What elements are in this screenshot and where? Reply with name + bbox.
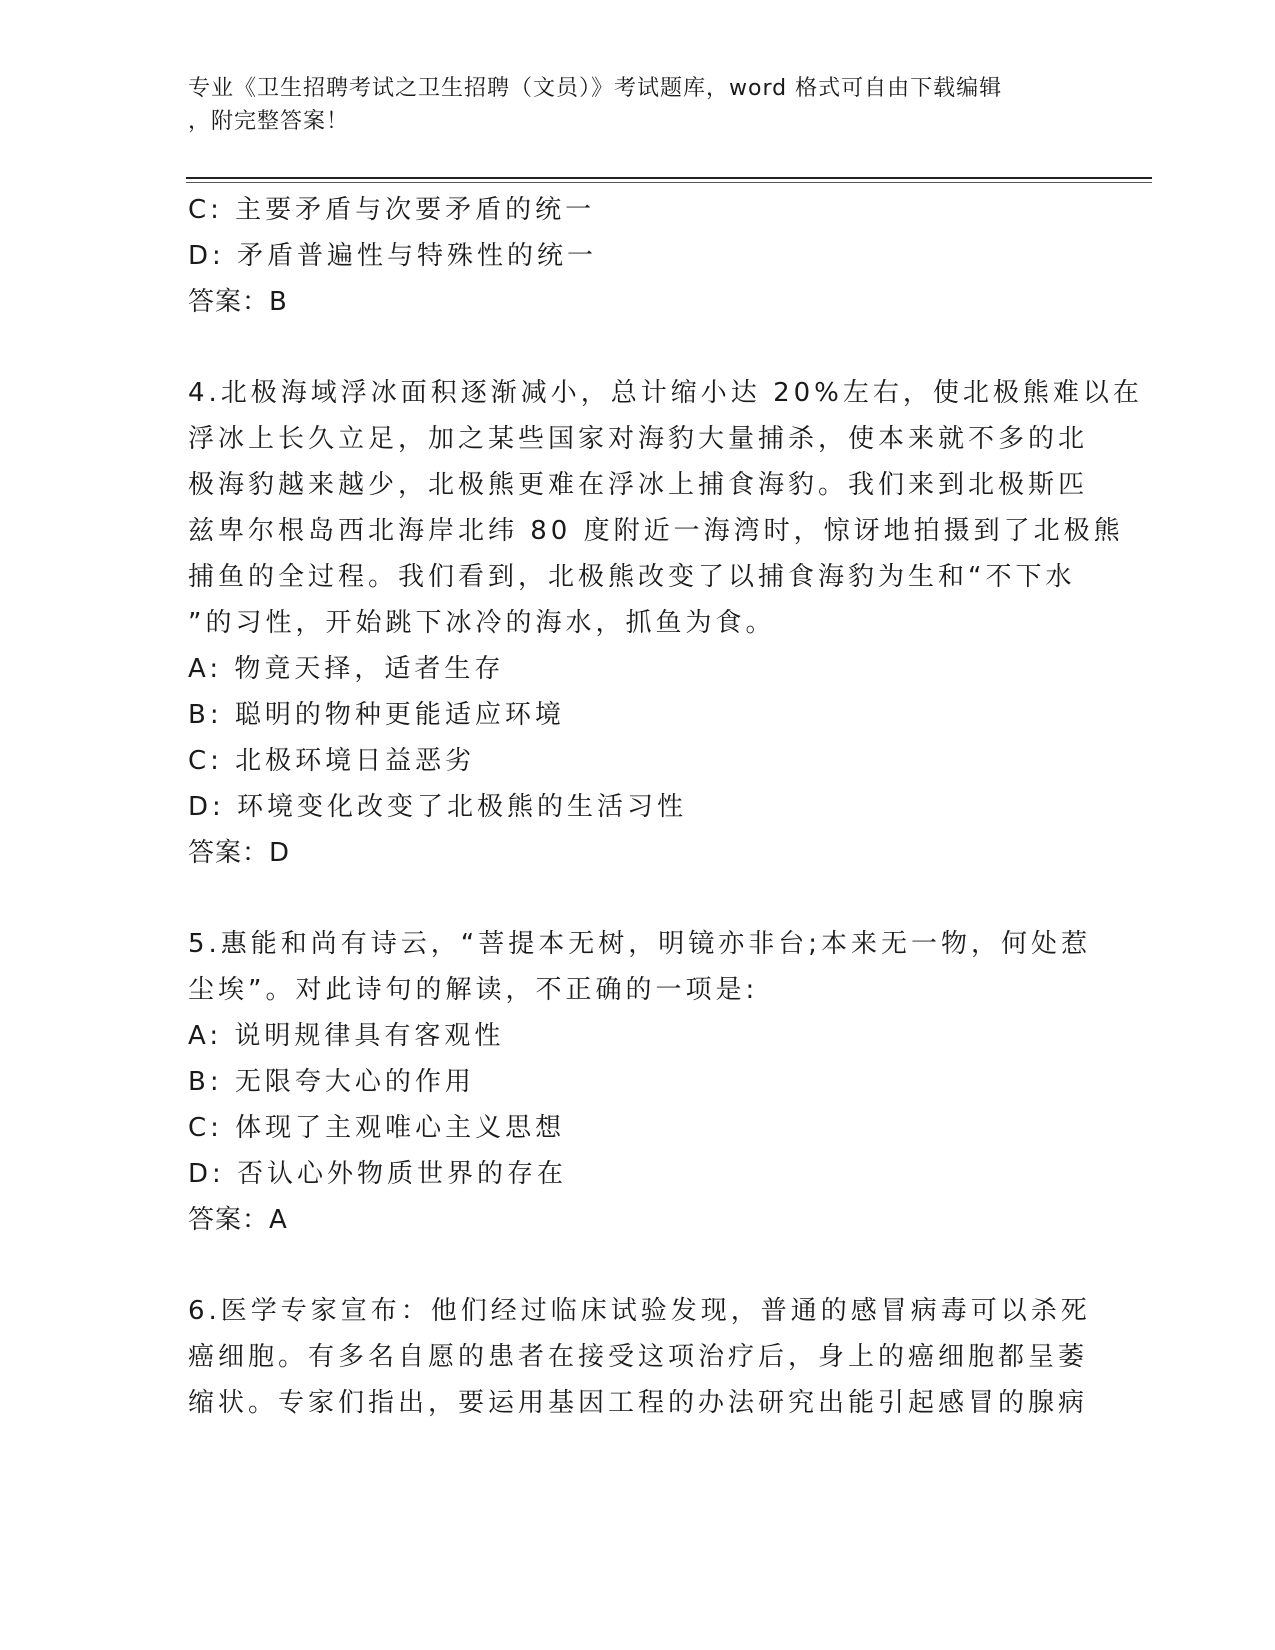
question-4: [188, 370, 1143, 876]
option-c: C: 北极环境日益恶劣: [188, 746, 476, 776]
option-c: C: 主要矛盾与次要矛盾的统一: [188, 195, 596, 225]
option-d: D: 否认心外物质世界的存在: [188, 1159, 568, 1189]
option-b: B: 聪明的物种更能适应环境: [188, 700, 565, 730]
question-stem-line: 浮冰上长久立足，加之某些国家对海豹大量捕杀，使本来就不多的北: [188, 424, 1089, 454]
question-stem-line: 极海豹越来越少，北极熊更难在浮冰上捕食海豹。我们来到北极斯匹: [188, 470, 1089, 500]
question-stem-line: 4.北极海域浮冰面积逐渐减小，总计缩小达 20%左右，使北极熊难以在: [188, 378, 1143, 408]
answer-line: 答案：A: [188, 1205, 288, 1235]
option-a: A: 物竟天择，适者生存: [188, 654, 505, 684]
answer-line: 答案：D: [188, 838, 291, 868]
question-stem-line: 癌细胞。有多名自愿的患者在接受这项治疗后，身上的癌细胞都呈萎: [188, 1342, 1089, 1372]
document-header: [188, 72, 1088, 138]
option-a: A: 说明规律具有客观性: [188, 1021, 505, 1051]
question-3-tail: [188, 187, 1088, 325]
question-6: [188, 1288, 1091, 1426]
option-c: C: 体现了主观唯心主义思想: [188, 1113, 566, 1143]
header-line-1: 专业《卫生招聘考试之卫生招聘（文员）》考试题库，word 格式可自由下载编辑: [188, 76, 1003, 101]
option-d: D: 矛盾普遍性与特殊性的统一: [188, 241, 598, 271]
answer-line: 答案：B: [188, 287, 288, 317]
question-5: [188, 921, 1092, 1243]
question-stem-line: 缩状。专家们指出，要运用基因工程的办法研究出能引起感冒的腺病: [188, 1388, 1089, 1418]
header-divider-thick: [186, 177, 1152, 179]
question-stem-line: ”的习性，开始跳下冰冷的海水，抓鱼为食。: [188, 608, 776, 638]
header-line-2: ，附完整答案！: [188, 109, 350, 134]
question-stem-line: 6.医学专家宣布：他们经过临床试验发现，普通的感冒病毒可以杀死: [188, 1296, 1091, 1326]
question-stem-line: 捕鱼的全过程。我们看到，北极熊改变了以捕食海豹为生和“不下水: [188, 562, 1076, 592]
question-stem-line: 兹卑尔根岛西北海岸北纬 80 度附近一海湾时，惊讶地拍摄到了北极熊: [188, 516, 1124, 546]
header-divider-thin: [186, 182, 1152, 183]
option-d: D: 环境变化改变了北极熊的生活习性: [188, 792, 688, 822]
document-body: [188, 187, 1143, 1426]
option-b: B: 无限夸大心的作用: [188, 1067, 475, 1097]
question-stem-line: 尘埃”。对此诗句的解读，不正确的一项是:: [188, 975, 759, 1005]
question-stem-line: 5.惠能和尚有诗云，“菩提本无树，明镜亦非台;本来无一物，何处惹: [188, 929, 1092, 959]
